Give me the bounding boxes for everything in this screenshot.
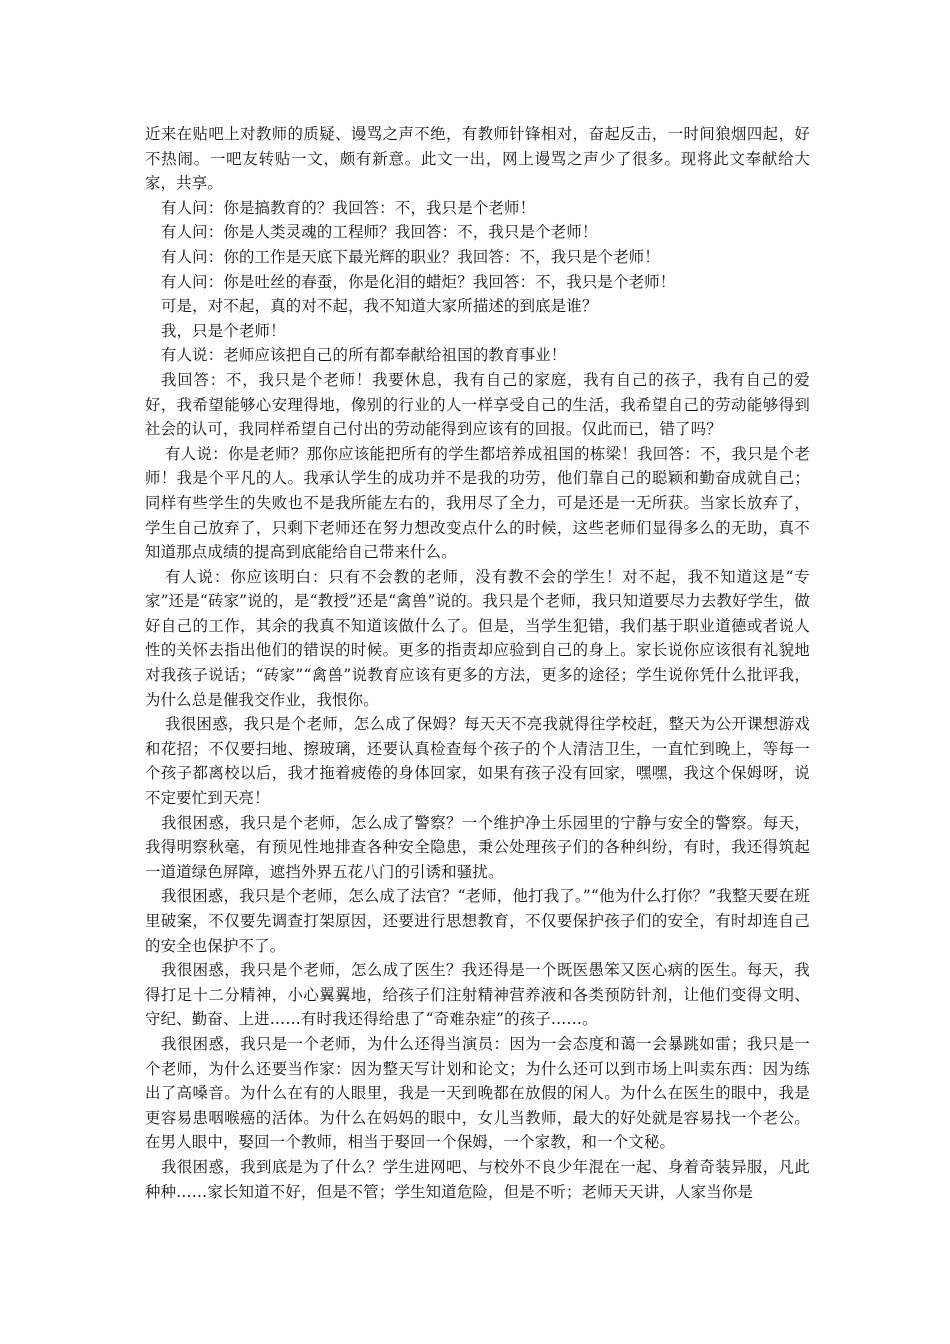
question-paragraph-3: 有人问：你的工作是天底下最光辉的职业？我回答：不，我只是个老师！ bbox=[161, 247, 660, 266]
devotion-paragraph: 有人说：老师应该把自己的所有都奉献给祖国的教育事业！ bbox=[161, 346, 567, 365]
nanny-paragraph: 我很困惑，我只是个老师，怎么成了保姆？每天天不亮我就得往学校赶，整天为公开课想游戏和花招；不仅要扫地、擦玻璃，还要认真检查每个孩子的个人清洁卫生，一直忙到晚上，等每一个孩子都离校以后，我才拖着疲倦的身体回家，如果有孩子没有回家，嘿嘿，我这个保姆呀，说不定要忙到天亮！ bbox=[145, 715, 810, 808]
just-a-teacher-line: 我，只是个老师！ bbox=[161, 321, 286, 340]
apology-paragraph: 可是，对不起，真的对不起，我不知道大家所描述的到底是谁？ bbox=[161, 297, 598, 316]
purpose-paragraph: 我很困惑，我到底是为了什么？学生进网吧、与校外不良少年混在一起、身着奇装异服，凡此种种……家长知道不好，但是不管；学生知道危险，但是不听；老师天天讲，人家当你是 bbox=[145, 1157, 810, 1201]
question-paragraph-4: 有人问：你是吐丝的春蚕，你是化泪的蜡炬？我回答：不，我只是个老师！ bbox=[161, 272, 676, 291]
intro-paragraph: 近来在贴吧上对教师的质疑、谩骂之声不绝，有教师针锋相对，奋起反击，一时间狼烟四起，好不热闹。一吧友转贴一文，颇有新意。此文一出，网上谩骂之声少了很多。现将此文奉献给大家，共享。 bbox=[145, 125, 810, 193]
police-paragraph: 我很困惑，我只是个老师，怎么成了警察？一个维护净土乐园里的宁静与安全的警察。每天，我得明察秋毫，有预见性地排查各种安全隐患，秉公处理孩子们的各种纠纷，有时，我还得筑起一道道绿色屏障，遮挡外界五花八门的引诱和骚扰。 bbox=[145, 813, 810, 881]
pillars-paragraph: 有人说：你是老师？那你应该能把所有的学生都培养成祖国的栋梁！我回答：不，我只是个老师！我是个平凡的人。我承认学生的成功并不是我的功劳，他们靠自己的聪颖和勤奋成就自己；同样有些学生的失败也不是我所能左右的，我用尽了全力，可是还是一无所获。当家长放弃了，学生自己放弃了，只剩下老师还在努力想改变点什么的时候，这些老师们显得多么的无助，真不知道那点成绩的提高到底能给自己带来什么。 bbox=[145, 444, 810, 562]
no-bad-students-paragraph: 有人说：你应该明白：只有不会教的老师，没有教不会的学生！对不起，我不知道这是“专家”还是“砖家”说的，是“教授”还是“禽兽”说的。我只是个老师，我只知道要尽力去教好学生，做好自己的工作，其余的我真不知道该做什么了。但是，当学生犯错，我们基于职业道德或者说人性的关怀去指出他们的错误的时候。更多的指责却应验到自己的身上。家长说你应该很有礼貌地对我孩子说话；“砖家”“禽兽”说教育应该有更多的方法，更多的途径；学生说你凭什么批评我，为什么总是催我交作业，我恨你。 bbox=[145, 567, 810, 709]
answer-paragraph: 我回答：不，我只是个老师！我要休息，我有自己的家庭，我有自己的孩子，我有自己的爱好，我希望能够心安理得地，像别的行业的人一样享受自己的生活，我希望自己的劳动能够得到社会的认可，我同样希望自己付出的劳动能得到应该有的回报。仅此而已，错了吗？ bbox=[145, 370, 810, 439]
document-page bbox=[145, 122, 810, 1204]
judge-paragraph: 我很困惑，我只是个老师，怎么成了法官？“老师，他打我了。”“他为什么打你？”我整天要在班里破案，不仅要先调查打架原因，还要进行思想教育，不仅要保护孩子们的安全，有时却连自己的安全也保护不了。 bbox=[145, 887, 810, 955]
question-paragraph-2: 有人问：你是人类灵魂的工程师？我回答：不，我只是个老师！ bbox=[161, 223, 598, 242]
question-paragraph-1: 有人问：你是搞教育的？我回答：不，我只是个老师！ bbox=[161, 198, 536, 217]
doctor-paragraph: 我很困惑，我只是个老师，怎么成了医生？我还得是一个既医愚笨又医心病的医生。每天，我得打足十二分精神，小心翼翼地，给孩子们注射精神营养液和各类预防针剂，让他们变得文明、守纪、勤奋、上进……有时我还得给患了“奇难杂症”的孩子……。 bbox=[145, 961, 810, 1029]
actor-paragraph: 我很困惑，我只是一个老师，为什么还得当演员：因为一会态度和蔼一会暴跳如雷；我只是一个老师，为什么还要当作家：因为整天写计划和论文；为什么还可以到市场上叫卖东西：因为练出了高嗓音。为什么在有的人眼里，我是一天到晚都在放假的闲人。为什么在医生的眼中，我是更容易患咽喉癌的活体。为什么在妈妈的眼中，女儿当教师，最大的好处就是容易找一个老公。在男人眼中，娶回一个教师，相当于娶回一个保姆，一个家教，和一个文秘。 bbox=[145, 1034, 810, 1152]
